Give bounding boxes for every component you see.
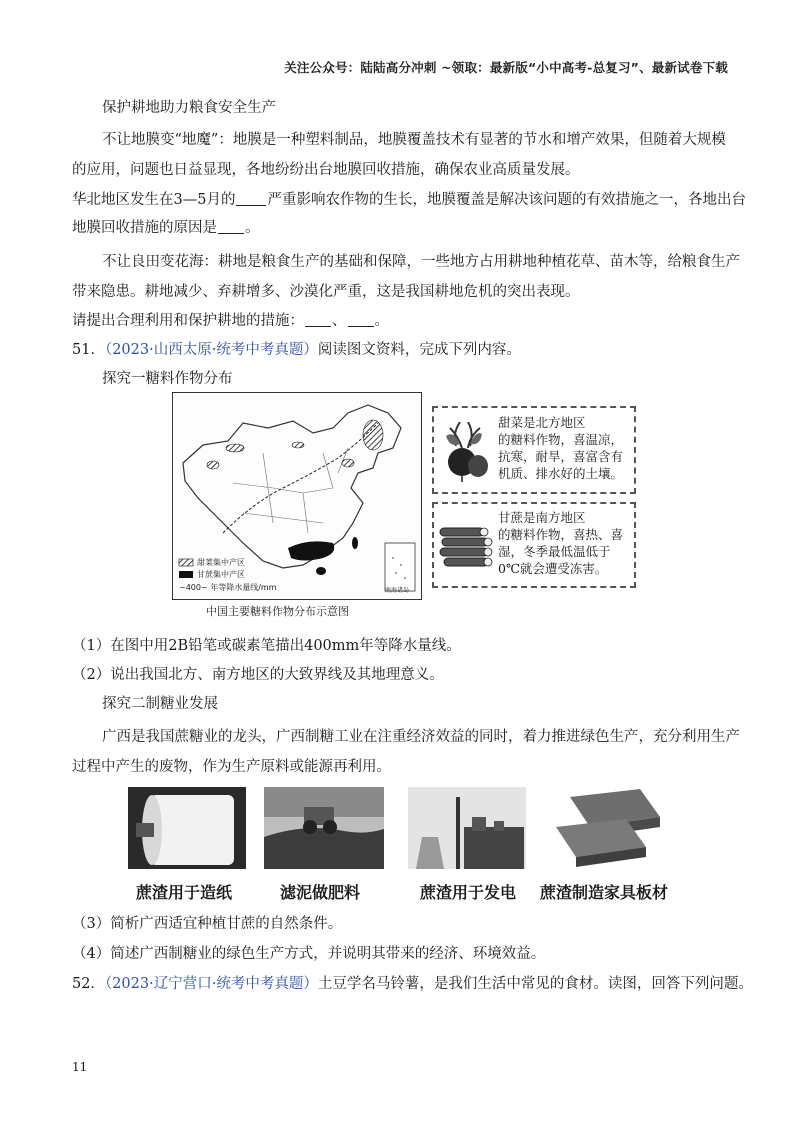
power-plant-photo bbox=[408, 787, 526, 869]
answer-blank bbox=[236, 191, 266, 206]
china-sugar-crop-map bbox=[172, 392, 422, 600]
paragraph-line: 的应用，问题也日益显现，各地纷纷出台地膜回收措施，确保农业高质量发展。 bbox=[72, 162, 580, 178]
question-text: 华北地区发生在3—5月的 bbox=[72, 192, 236, 208]
south-china-sea-inset bbox=[385, 543, 415, 591]
photo-caption: 滤泥做肥料 bbox=[280, 883, 361, 902]
paper-roll-photo bbox=[128, 787, 246, 869]
question-number: 51． bbox=[72, 342, 105, 358]
explore-heading: 探究一糖料作物分布 bbox=[102, 371, 233, 387]
question-text: 阅读图文资料，完成下列内容。 bbox=[317, 342, 521, 358]
info-line: 抗寒，耐旱，喜富含有 bbox=[498, 449, 624, 464]
legend-cane-label: 甘蔗集中产区 bbox=[197, 570, 245, 579]
question-number: 52． bbox=[72, 976, 105, 992]
question-line bbox=[72, 190, 746, 210]
answer-blank bbox=[218, 219, 244, 234]
question-source-tag[interactable]: （2023·山西太原·统考中考真题） bbox=[104, 342, 318, 358]
answer-blank bbox=[305, 312, 331, 327]
sugarcane-icon bbox=[438, 518, 494, 574]
question-text: 土豆学名马铃薯，是我们生活中常见的食材。读图，回答下列问题。 bbox=[317, 976, 753, 992]
inset-label: 南海诸岛 bbox=[385, 587, 410, 594]
cane-info-box bbox=[432, 502, 636, 588]
map-caption: 中国主要糖料作物分布示意图 bbox=[206, 605, 349, 618]
info-line: 甜菜是北方地区 bbox=[498, 415, 586, 430]
question-source-tag[interactable]: （2023·辽宁营口·统考中考真题） bbox=[104, 976, 318, 992]
question-51-2: （2）说出我国北方、南方地区的大致界线及其地理意义。 bbox=[72, 667, 444, 683]
explore-heading: 探究二制糖业发展 bbox=[102, 696, 218, 712]
page-header: 关注公众号：陆陆高分冲刺 ~领取：最新版“小中高考-总复习”、最新试卷下载 bbox=[284, 60, 728, 75]
paragraph-line: 广西是我国蔗糖业的龙头，广西制糖工业在注重经济效益的同时，着力推进绿色生产，充分利用生产 bbox=[102, 729, 740, 745]
question-text: 请提出合理利用和保护耕地的措施： bbox=[72, 313, 304, 329]
fertilizer-photo bbox=[264, 787, 384, 869]
board-photo bbox=[550, 787, 672, 869]
cane-region bbox=[352, 537, 358, 549]
page-number: 11 bbox=[72, 1060, 88, 1074]
beet-info-box bbox=[432, 406, 636, 494]
answer-blank bbox=[348, 312, 374, 327]
beet-region bbox=[292, 442, 304, 448]
question-51-3: （3）简析广西适宜种植甘蔗的自然条件。 bbox=[72, 916, 343, 932]
paragraph-line: 过程中产生的废物，作为生产原料或能源再利用。 bbox=[72, 759, 391, 775]
info-line: 机质、排水好的土壤。 bbox=[498, 466, 624, 481]
question-52-heading bbox=[72, 974, 753, 994]
board-image bbox=[550, 787, 672, 869]
paper-roll-image bbox=[128, 787, 246, 869]
beet-region bbox=[207, 461, 219, 469]
paragraph-line: 带来隐患。耕地减少、弃耕增多、沙漠化严重，这是我国耕地危机的突出表现。 bbox=[72, 284, 580, 300]
beet-region bbox=[342, 459, 354, 467]
beet-region bbox=[363, 420, 383, 450]
question-text: 、 bbox=[332, 313, 347, 329]
photo-caption: 蔗渣用于发电 bbox=[420, 883, 517, 902]
info-line: 0℃就会遭受冻害。 bbox=[498, 561, 608, 576]
cane-info-text bbox=[498, 509, 623, 577]
info-line: 湿，冬季最低温低于 bbox=[498, 544, 611, 559]
legend-beet-label: 甜菜集中产区 bbox=[197, 558, 245, 567]
question-line bbox=[72, 218, 260, 238]
info-line: 甘蔗是南方地区 bbox=[498, 510, 586, 525]
question-text: 严重影响农作物的生长，地膜覆盖是解决该问题的有效措施之一，各地出台 bbox=[267, 192, 746, 208]
question-line bbox=[72, 311, 389, 331]
paragraph-line: 不让地膜变“地魔”：地膜是一种塑料制品，地膜覆盖技术有显著的节水和增产效果，但随着大规模 bbox=[102, 132, 726, 148]
cane-region bbox=[316, 567, 326, 575]
question-51-4: （4）简述广西制糖业的绿色生产方式，并说明其带来的经济、环境效益。 bbox=[72, 946, 546, 962]
beet-info-text bbox=[498, 414, 623, 482]
question-text: 。 bbox=[245, 220, 260, 236]
beet-region bbox=[226, 444, 244, 452]
legend-isoline-label: ~400~ 年等降水量线/mm bbox=[179, 583, 277, 592]
question-text: 。 bbox=[374, 313, 389, 329]
info-line: 的糖料作物，喜温凉， bbox=[498, 432, 624, 447]
beet-icon bbox=[440, 422, 492, 482]
power-plant-image bbox=[408, 787, 526, 869]
paragraph-line: 不让良田变花海：耕地是粮食生产的基础和保障，一些地方占用耕地种植花草、苗木等，给粮食生产 bbox=[102, 254, 740, 270]
photo-caption: 蔗渣制造家具板材 bbox=[540, 883, 669, 902]
cane-region bbox=[288, 541, 334, 560]
question-text: 地膜回收措施的原因是 bbox=[72, 220, 217, 236]
fertilizer-image bbox=[264, 787, 384, 869]
isohyet-400mm bbox=[223, 423, 378, 533]
photo-caption: 蔗渣用于造纸 bbox=[136, 883, 233, 902]
section-title: 保护耕地助力粮食安全生产 bbox=[102, 100, 276, 116]
question-51-heading bbox=[72, 340, 521, 360]
question-51-1: （1）在图中用2B铅笔或碳素笔描出400mm年等降水量线。 bbox=[72, 638, 461, 654]
info-line: 的糖料作物，喜热、喜 bbox=[498, 527, 624, 542]
